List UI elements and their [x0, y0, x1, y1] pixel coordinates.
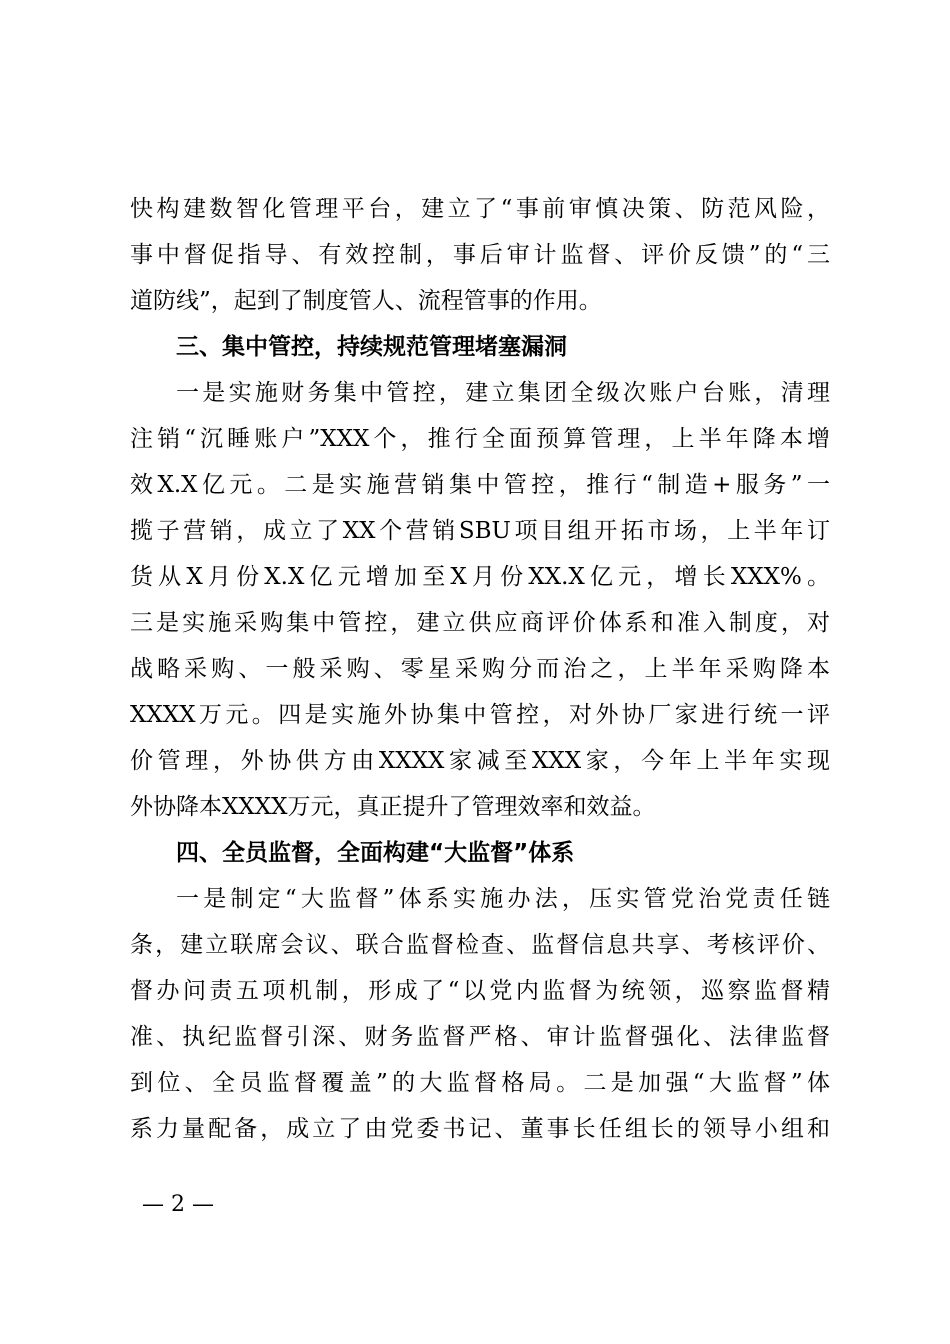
text-line: 一是制定“大监督”体系实施办法，压实管党治党责任链 — [176, 886, 830, 912]
text-line: 条，建立联席会议、联合监督检查、监督信息共享、考核评价、 — [130, 932, 830, 958]
text-line: 揽子营销，成立了XX个营销SBU项目组开拓市场，上半年订 — [130, 518, 830, 544]
text-line: 道防线”，起到了制度管人、流程管事的作用。 — [130, 288, 602, 314]
section-3-paragraph — [130, 370, 830, 830]
section-heading-4: 四、全员监督，全面构建“大监督”体系 — [176, 840, 575, 866]
text-line: 注销“沉睡账户”XXX个，推行全面预算管理，上半年降本增 — [130, 426, 830, 452]
page-number: — 2 — — [142, 1192, 214, 1217]
section-heading-3: 三、集中管控，持续规范管理堵塞漏洞 — [176, 334, 567, 360]
continued-paragraph — [130, 186, 830, 324]
text-line: 事中督促指导、有效控制，事后审计监督、评价反馈”的“三 — [130, 242, 830, 268]
text-line: 到位、全员监督覆盖”的大监督格局。二是加强“大监督”体 — [130, 1070, 830, 1096]
text-line: 战略采购、一般采购、零星采购分而治之，上半年采购降本 — [130, 656, 830, 682]
text-line: 价管理，外协供方由XXXX家减至XXX家，今年上半年实现 — [130, 748, 830, 774]
text-line: XXXX万元。四是实施外协集中管控，对外协厂家进行统一评 — [130, 702, 830, 728]
text-line: 效X.X亿元。二是实施营销集中管控，推行“制造+服务”一 — [130, 472, 830, 498]
text-line: 外协降本XXXX万元，真正提升了管理效率和效益。 — [130, 794, 656, 820]
document-body — [130, 186, 830, 1152]
text-line: 货从X月份X.X亿元增加至X月份XX.X亿元，增长XXX%。 — [130, 564, 830, 590]
section-4-paragraph — [130, 876, 830, 1152]
text-line: 一是实施财务集中管控，建立集团全级次账户台账，清理 — [176, 380, 830, 406]
text-line: 督办问责五项机制，形成了“以党内监督为统领，巡察监督精 — [130, 978, 830, 1004]
text-line: 三是实施采购集中管控，建立供应商评价体系和准入制度，对 — [130, 610, 830, 636]
text-line: 准、执纪监督引深、财务监督严格、审计监督强化、法律监督 — [130, 1024, 830, 1050]
text-line: 系力量配备，成立了由党委书记、董事长任组长的领导小组和 — [130, 1116, 830, 1142]
text-line: 快构建数智化管理平台，建立了“事前审慎决策、防范风险， — [130, 196, 830, 222]
